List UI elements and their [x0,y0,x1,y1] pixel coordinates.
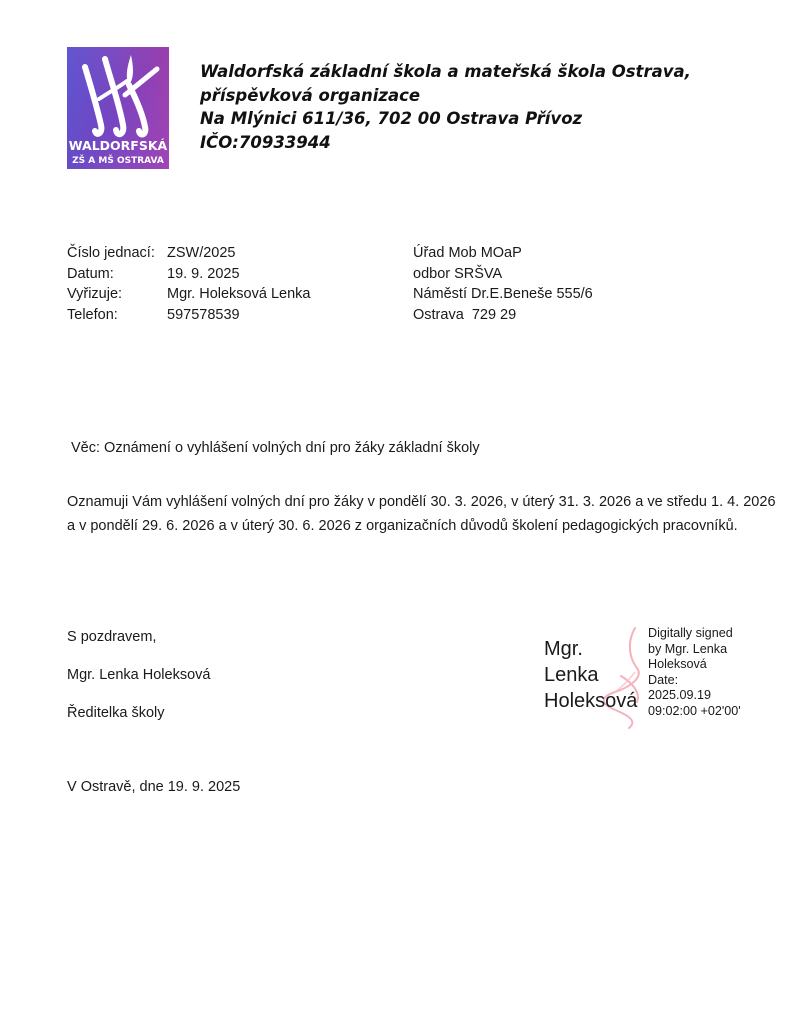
logo-text-line1: WALDORFSKÁ [68,138,168,153]
address-line: Úřad Mob MOaP [413,245,522,261]
letter-body [67,490,787,538]
subject-line: Věc: Oznámení o vyhlášení volných dní pro žáky základní školy [71,440,480,456]
address-line: odbor SRŠVA [413,265,503,282]
reference-row [67,243,310,264]
logo-text-line2: ZŠ A MŠ OSTRAVA [72,156,164,166]
date-row [67,264,310,285]
signature-detail-line: 2025.09.19 [648,688,712,703]
reference-label: Číslo jednací: [67,245,155,261]
signature-detail-line: 09:02:00 +02'00' [648,703,741,718]
date-value: 19. 9. 2025 [167,265,240,282]
signature-name-line: Lenka [544,664,599,686]
address-line: Ostrava 729 29 [413,307,517,324]
signature-name-line: Mgr. [544,638,583,660]
reference-value: ZSW/2025 [167,245,236,261]
signatory-role: Ředitelka školy [67,705,165,721]
address-line: Náměstí Dr.E.Beneše 555/6 [413,286,593,303]
phone-label: Telefon: [67,307,118,324]
place-and-date: V Ostravě, dne 19. 9. 2025 [67,779,241,795]
letterhead [200,60,780,154]
digital-signature-name [544,636,637,714]
digital-signature-details [648,626,741,720]
signature-detail-line: Holeksová [648,657,707,672]
handled-by-row [67,284,310,305]
signature-detail-line: Digitally signed [648,626,733,640]
handled-by-value: Mgr. Holeksová Lenka [167,286,311,303]
letterhead-line-4: IČO:70933944 [200,132,331,152]
school-logo [67,47,169,169]
body-line: Oznamuji Vám vyhlášení volných dní pro žáky v pondělí 30. 3. 2026, v úterý 31. 3. 2026 a ve středu 1. 4. 2026 [67,494,776,510]
signature-detail-line: by Mgr. Lenka [648,641,728,656]
letterhead-line-3: Na Mlýnici 611/36, 702 00 Ostrava Přívoz [200,109,583,128]
signature-detail-line: Date: [648,672,679,687]
signatory-name: Mgr. Lenka Holeksová [67,667,211,683]
phone-value: 597578539 [167,307,240,324]
recipient-address [413,243,593,326]
letterhead-line-2: příspěvková organizace [200,85,421,105]
reference-info [67,243,310,326]
date-label: Datum: [67,265,114,282]
phone-row [67,305,310,326]
body-line: a v pondělí 29. 6. 2026 a v úterý 30. 6. 2026 z organizačních důvodů školení pedagogických pracovníků. [67,518,738,534]
school-logo-graphic [67,47,169,169]
greeting: S pozdravem, [67,629,157,645]
letterhead-line-1: Waldorfská základní škola a mateřská škola Ostrava, [200,62,691,81]
signature-name-line: Holeksová [544,690,638,712]
handled-by-label: Vyřizuje: [67,286,123,303]
